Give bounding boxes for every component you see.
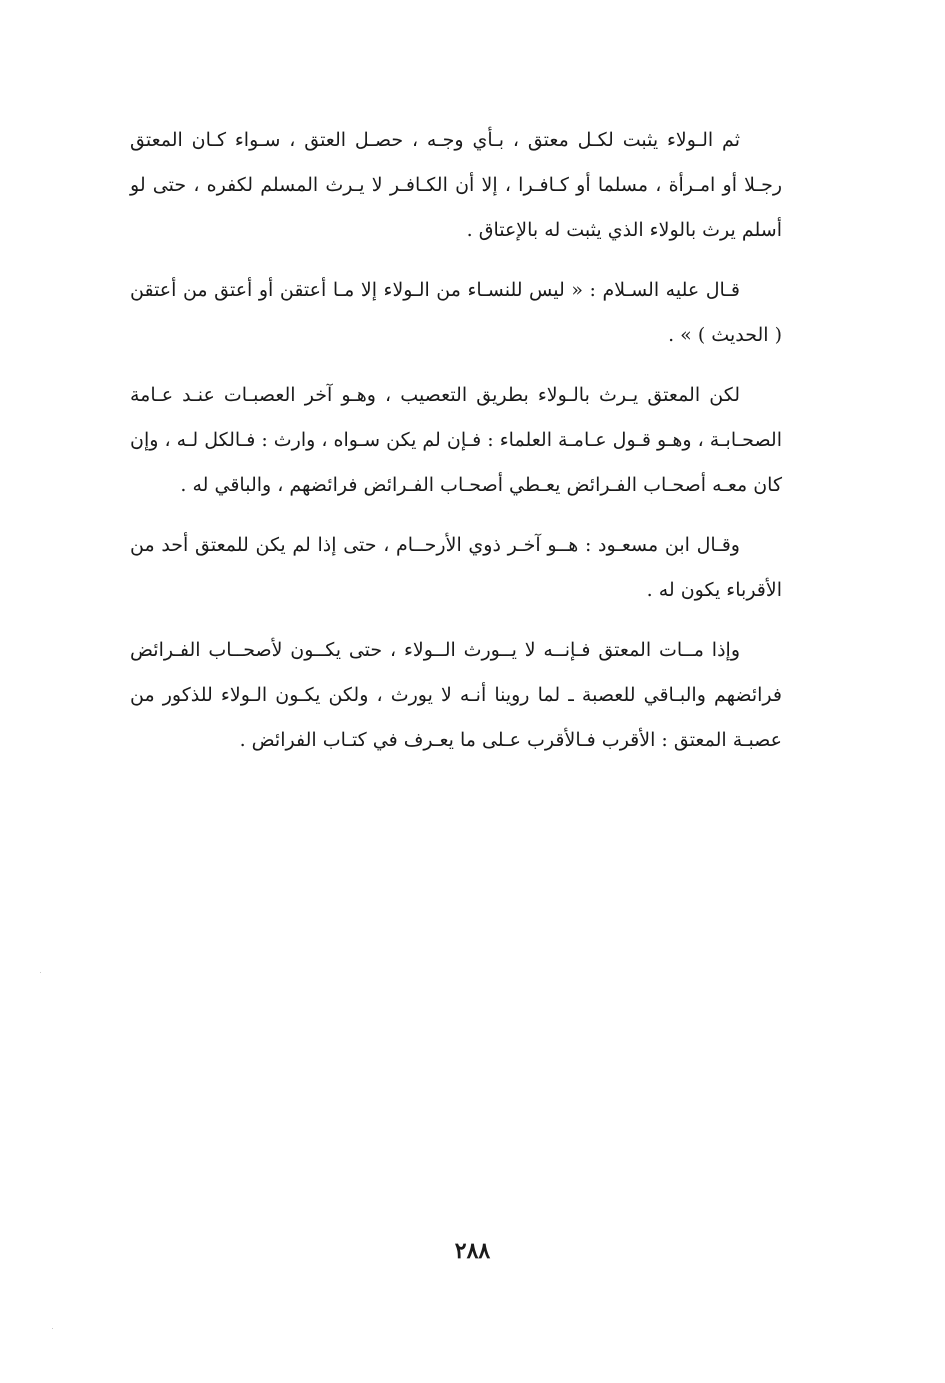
paragraph-4: وقـال ابن مسعـود : هــو آخـر ذوي الأرحــام ، حتى إذا لم يكن للمعتق أحد من الأقرباء يكون له . xyxy=(130,534,782,601)
page-number: ٢٨٨ xyxy=(454,1238,491,1264)
paragraph-1: ثم الـولاء يثبت لكـل معتق ، بـأي وجـه ، حصـل العتق ، سـواء كـان المعتق رجـلا أو امـرأة ، مسلما أو كـافـرا ، إلا أن الكـافـر لا يـرث المسلم لكفره ، حتى لو أسلم يرث بالولاء الذي يثبت له بالإعتاق . xyxy=(130,129,782,241)
paragraph-3: لكن المعتق يـرث بالـولاء بطريق التعصيب ، وهـو آخر العصبـات عنـد عـامة الصحـابـة ، وهـو قـول عـامـة العلماء : فـإن لم يكن سـواه ، وارث : فـالكل لـه ، وإن كان معـه أصحـاب الفـرائض يعـطي أصحـاب الفـرائض فرائضهم ، والباقي له . xyxy=(130,384,782,496)
paragraph-5: وإذا مــات المعتق فـإنــه لا يــورث الــولاء ، حتى يكــون لأصحــاب الفـرائض فرائضهم والبـاقي للعصبة ـ لما روينا أنـه لا يورث ، ولكن يكـون الـولاء للذكور من عصبـة المعتق : الأقرب فـالأقرب عـلى ما يعـرف في كتـاب الفرائض . xyxy=(130,639,782,751)
scan-speck xyxy=(52,1328,53,1329)
scan-speck xyxy=(40,972,41,973)
paragraph-2: قـال عليه السـلام : « ليس للنسـاء من الـولاء إلا مـا أعتقن أو أعتق من أعتقن ( الحديث ) » . xyxy=(130,279,782,346)
body-text xyxy=(130,118,782,763)
